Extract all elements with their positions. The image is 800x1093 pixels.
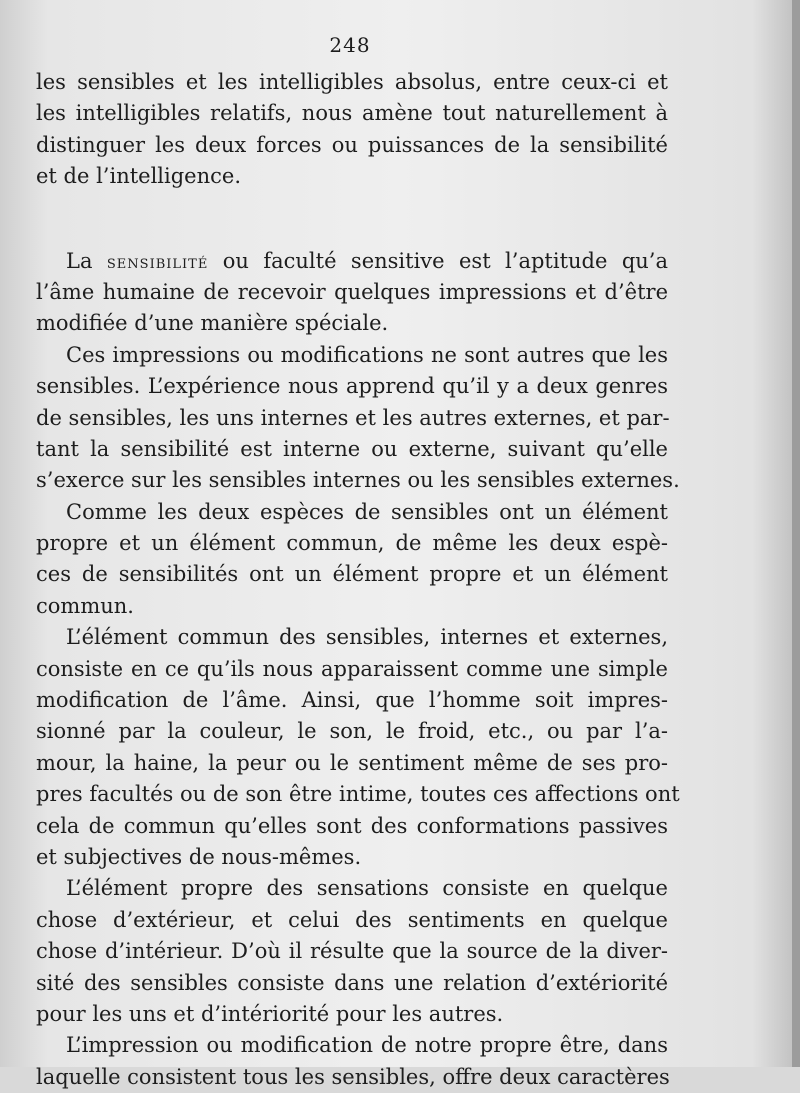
text-line: mour, la haine, la peur ou le sentiment même de ses pro-	[36, 750, 668, 775]
text-line-with-term	[36, 246, 668, 277]
paragraph-gap	[36, 193, 668, 246]
text-line: sité des sensibles consiste dans une relation d’extériorité	[36, 970, 668, 995]
defined-term: sensibilité	[106, 250, 209, 273]
text-line: pres facultés ou de son être intime, toutes ces affections ont	[36, 782, 680, 807]
text-line: les sensibles et les intelligibles absolus, entre ceux-ci et	[36, 70, 668, 94]
text-line: tant la sensibilité est interne ou externe, suivant qu’elle	[36, 436, 668, 461]
text-line: L’élément commun des sensibles, internes et externes,	[66, 625, 668, 650]
text-line: propre et un élément commun, de même les deux espè-	[36, 531, 668, 556]
page-text	[36, 67, 680, 1093]
text-line: de sensibles, les uns internes et les autres externes, et par-	[36, 405, 670, 430]
text-line: chose d’extérieur, et celui des sentiments en quelque	[36, 907, 668, 932]
text-line: laquelle consistent tous les sensibles, offre deux caractères	[36, 1064, 670, 1089]
text-line: sensibles. L’expérience nous apprend qu’il y a deux genres	[36, 374, 668, 399]
text-line: l’âme humaine de recevoir quelques impressions et d’être	[36, 279, 668, 304]
text-line: Ces impressions ou modifications ne sont autres que les	[66, 342, 668, 367]
text-line: cela de commun qu’elles sont des conformations passives	[36, 813, 668, 838]
text-line: et subjectives de nous-mêmes.	[36, 844, 362, 869]
text-line: Comme les deux espèces de sensibles ont un élément	[66, 499, 668, 524]
text-line: consiste en ce qu’ils nous apparaissent comme une simple	[36, 656, 668, 681]
text-line: pour les uns et d’intériorité pour les autres.	[36, 1001, 504, 1026]
text-line: commun.	[36, 593, 134, 618]
text-line: chose d’intérieur. D’où il résulte que la source de la diver-	[36, 939, 668, 964]
text-line: modification de l’âme. Ainsi, que l’homme soit impres-	[36, 688, 668, 713]
text-line-rest: ou faculté sensitive est l’aptitude qu’a	[222, 248, 668, 273]
text-line: L’impression ou modification de notre propre être, dans	[66, 1033, 668, 1058]
text-line: et de l’intelligence.	[36, 164, 241, 189]
paragraph-article: La	[66, 248, 93, 273]
text-line: L’élément propre des sensations consiste en quelque	[66, 876, 668, 901]
text-line: distinguer les deux forces ou puissances de la sensibilité	[36, 132, 668, 157]
text-line: s’exerce sur les sensibles internes ou les sensibles externes.	[36, 468, 680, 493]
text-line: sionné par la couleur, le son, le froid, etc., ou par l’a-	[36, 719, 668, 744]
text-line: ces de sensibilités ont un élément propre et un élément	[36, 562, 668, 587]
page-edge-shadow	[792, 0, 800, 1067]
page-number: 248	[329, 33, 371, 57]
text-line: modifiée d’une manière spéciale.	[36, 311, 389, 336]
text-line: les intelligibles relatifs, nous amène tout naturellement à	[36, 101, 668, 126]
